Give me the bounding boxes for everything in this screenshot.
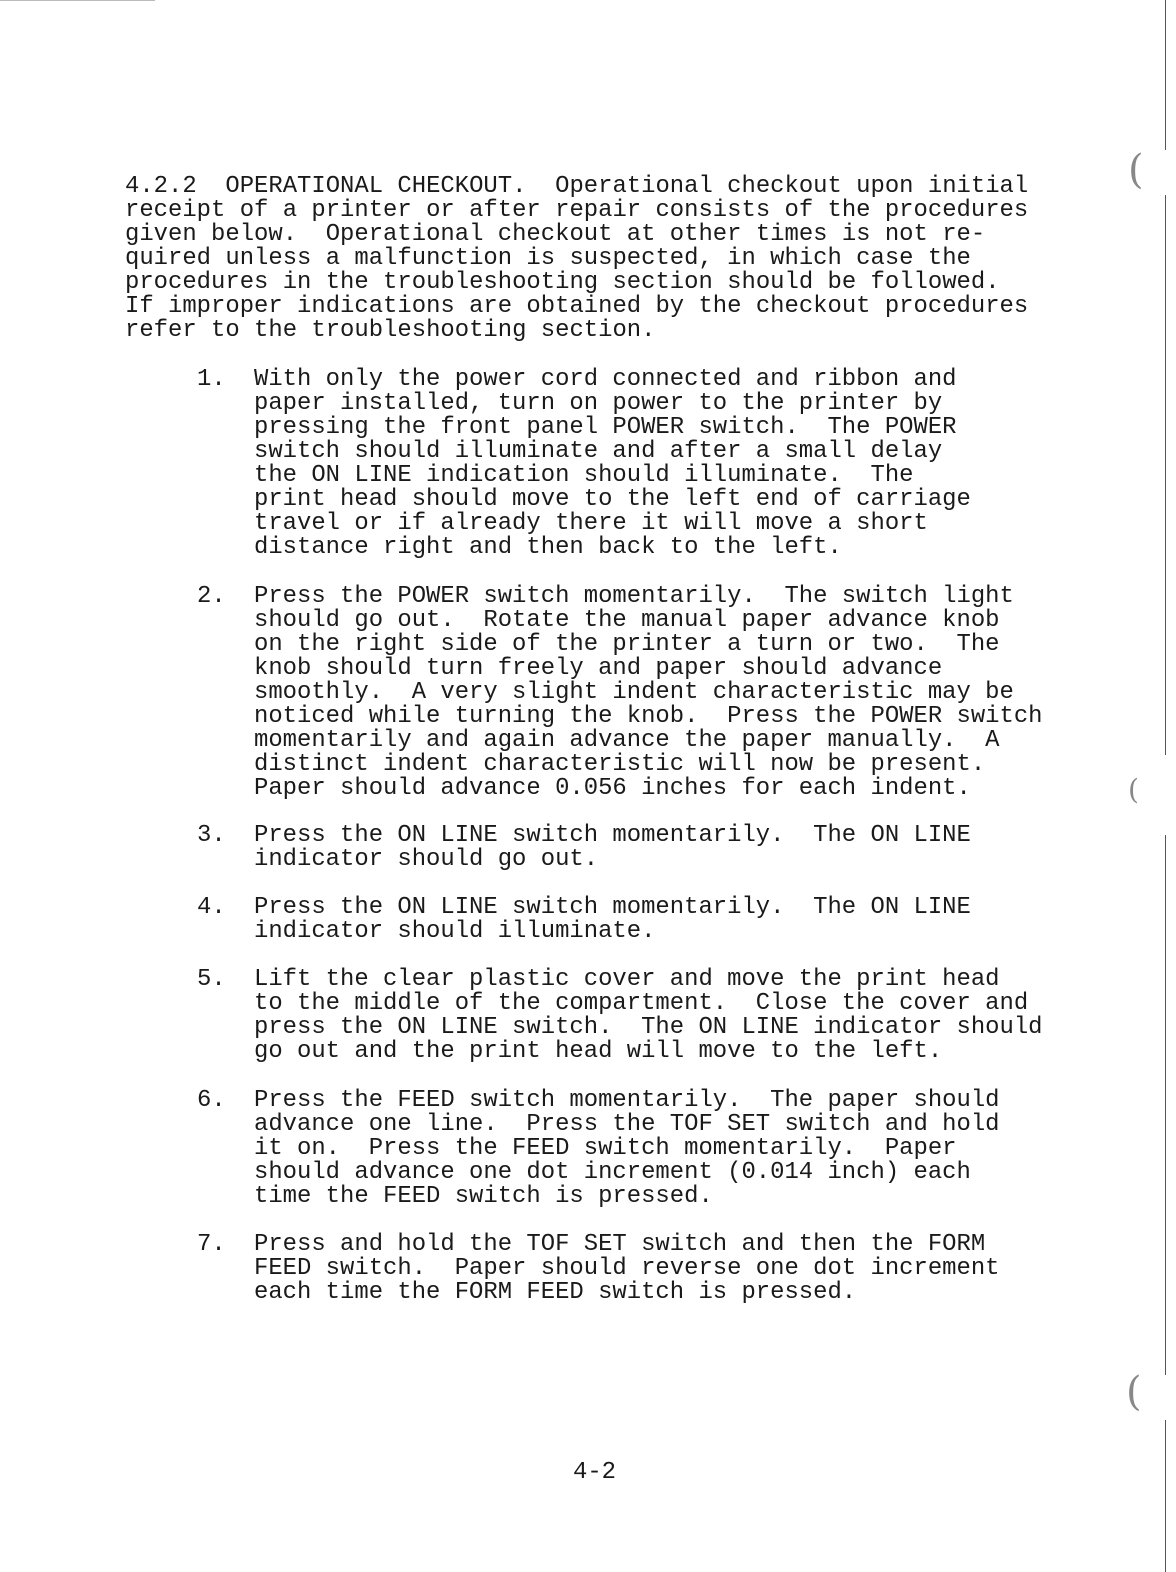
step-line: press the ON LINE switch. The ON LINE indicator should xyxy=(254,1014,1043,1041)
step-line: distinct indent characteristic will now be present. xyxy=(254,751,986,778)
punch-hole-mark: ( xyxy=(1128,773,1139,806)
step-line: time the FEED switch is pressed. xyxy=(254,1183,713,1210)
punch-hole-mark: ( xyxy=(1126,1369,1142,1415)
step-line: it on. Press the FEED switch momentarily. Paper xyxy=(254,1135,957,1162)
step-line: Press and hold the TOF SET switch and then the FORM xyxy=(254,1231,986,1258)
step-line: smoothly. A very slight indent characteristic may be xyxy=(254,679,1014,706)
intro-line: receipt of a printer or after repair consists of the procedures xyxy=(125,197,1029,224)
binding-edge-mark xyxy=(1165,0,1166,150)
binding-edge-mark xyxy=(1165,1420,1166,1572)
step-line: knob should turn freely and paper should advance xyxy=(254,655,943,682)
step-line: advance one line. Press the TOF SET switch and hold xyxy=(254,1111,1000,1138)
step-line: momentarily and again advance the paper manually. A xyxy=(254,727,1000,754)
punch-hole-mark: ( xyxy=(1128,147,1144,193)
step-line: each time the FORM FEED switch is pressed. xyxy=(254,1279,857,1306)
step-line: travel or if already there it will move a short xyxy=(254,510,928,537)
intro-line: given below. Operational checkout at other times is not re- xyxy=(125,221,986,248)
step-line: Press the POWER switch momentarily. The switch light xyxy=(254,583,1014,610)
binding-edge-mark xyxy=(1165,835,1166,1375)
intro-line: quired unless a malfunction is suspected, in which case the xyxy=(125,245,971,272)
step-line: print head should move to the left end of carriage xyxy=(254,486,971,513)
step-line: switch should illuminate and after a small delay xyxy=(254,438,943,465)
step-line: paper installed, turn on power to the printer by xyxy=(254,390,943,417)
intro-line: procedures in the troubleshooting section should be followed. xyxy=(125,269,1000,296)
step-line: pressing the front panel POWER switch. The POWER xyxy=(254,414,957,441)
intro-line: 4.2.2 OPERATIONAL CHECKOUT. Operational checkout upon initial xyxy=(125,173,1029,200)
step-line: Lift the clear plastic cover and move the print head xyxy=(254,966,1000,993)
step-line: distance right and then back to the left. xyxy=(254,534,842,561)
step-number: 7. xyxy=(197,1231,226,1258)
step-number: 3. xyxy=(197,822,226,849)
step-line: go out and the print head will move to the left. xyxy=(254,1038,943,1065)
step-line: With only the power cord connected and ribbon and xyxy=(254,366,957,393)
step-number: 5. xyxy=(197,966,226,993)
step-number: 1. xyxy=(197,366,226,393)
binding-edge-mark xyxy=(1165,195,1166,755)
step-line: should go out. Rotate the manual paper advance knob xyxy=(254,607,1000,634)
step-number: 6. xyxy=(197,1087,226,1114)
step-line: Paper should advance 0.056 inches for each indent. xyxy=(254,775,971,802)
step-line: Press the FEED switch momentarily. The paper should xyxy=(254,1087,1000,1114)
step-number: 4. xyxy=(197,894,226,921)
step-line: noticed while turning the knob. Press the POWER switch xyxy=(254,703,1043,730)
intro-line: refer to the troubleshooting section. xyxy=(125,317,656,344)
step-line: Press the ON LINE switch momentarily. The ON LINE xyxy=(254,894,971,921)
page-number: 4-2 xyxy=(573,1459,617,1486)
step-line: should advance one dot increment (0.014 inch) each xyxy=(254,1159,971,1186)
scan-edge-mark xyxy=(0,0,155,1)
intro-line: If improper indications are obtained by the checkout procedures xyxy=(125,293,1029,320)
step-line: the ON LINE indication should illuminate. The xyxy=(254,462,914,489)
step-number: 2. xyxy=(197,583,226,610)
step-line: on the right side of the printer a turn or two. The xyxy=(254,631,1000,658)
step-line: FEED switch. Paper should reverse one dot increment xyxy=(254,1255,1000,1282)
step-line: indicator should illuminate. xyxy=(254,918,656,945)
step-line: indicator should go out. xyxy=(254,846,599,873)
step-line: to the middle of the compartment. Close the cover and xyxy=(254,990,1029,1017)
step-line: Press the ON LINE switch momentarily. The ON LINE xyxy=(254,822,971,849)
